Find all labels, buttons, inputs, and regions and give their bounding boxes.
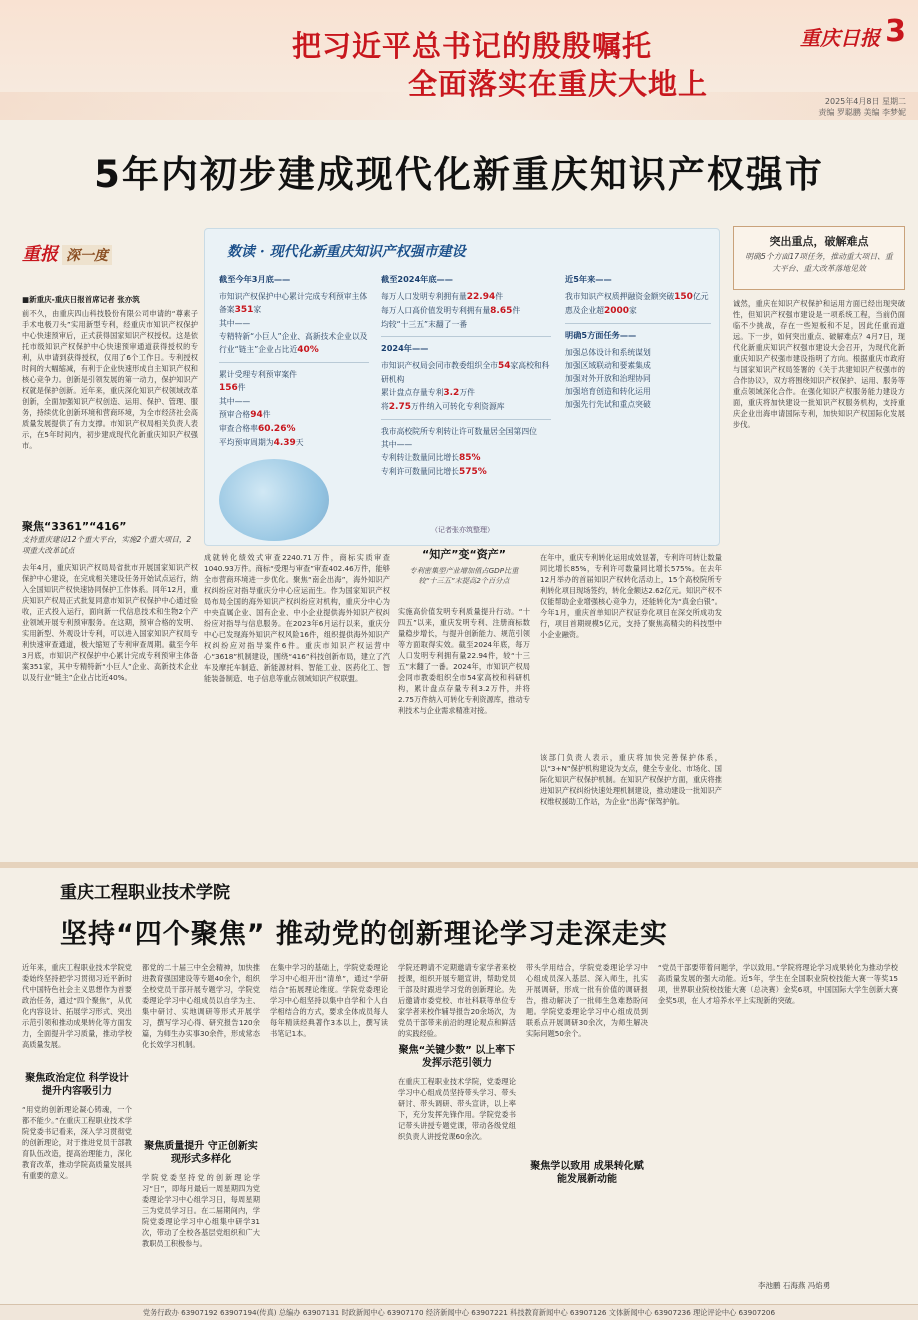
stat-label: 市知识产权保护中心累计完成专利预审主体备案 bbox=[219, 292, 368, 314]
stat-value: 150 bbox=[674, 292, 693, 302]
stat-value: 40% bbox=[297, 345, 319, 355]
header-slogan-line2: 全面落实在重庆大地上 bbox=[408, 67, 709, 101]
article1-byline: ■新重庆-重庆日报首席记者 张亦筑 bbox=[22, 295, 140, 304]
stat-label: 累计盘点存量专利 bbox=[381, 388, 444, 397]
stat-label: 每万人口高价值发明专利拥有量 bbox=[381, 306, 491, 315]
stat-value: 3.2 bbox=[443, 388, 460, 398]
stat-value: 575% bbox=[458, 467, 487, 477]
stat-line bbox=[219, 408, 369, 422]
stat-value: 8.65 bbox=[490, 306, 513, 316]
stat-line bbox=[381, 451, 551, 465]
infographic-col3 bbox=[565, 273, 711, 411]
article2-col2b: 学院党委坚持党的创新理论学习“日”，即每月最后一周星期四为党委理论学习中心组学习日，每周星期三为党员学习日。在二届期间内，学院党委理论学习中心组集中研学31次，带动了全校各基层党组织和广大教职员工积极参与。 bbox=[142, 1173, 260, 1248]
infographic-col2 bbox=[381, 273, 551, 479]
stat-value: 351 bbox=[234, 305, 254, 315]
article2-col6: 带头学用结合，学院党委理论学习中心组成员深入基层、深入师生，扎实开展调研，形成一批有价值的调研报告，推动解决了一批师生急难愁盼问题。学院党委理论学习中心组成员到联系点开展调研30余次，为师生解决实际问题50余个。 bbox=[526, 963, 648, 1038]
stat-value: 2000 bbox=[603, 306, 630, 316]
stat-label: 将 bbox=[381, 402, 389, 411]
stat-value: 4.39 bbox=[273, 438, 296, 448]
stat-line bbox=[219, 330, 369, 357]
stat-line bbox=[565, 304, 711, 318]
column-label-text: 重报 bbox=[22, 244, 58, 265]
article2-subhead2: 聚焦质量提升 守正创新实现形式多样化 bbox=[144, 1141, 258, 1165]
divider bbox=[565, 323, 711, 324]
article1-subhead1: 聚焦“3361”“416” bbox=[22, 520, 127, 533]
stat-label: 我市知识产权质押融资金额突破 bbox=[565, 292, 675, 301]
stat-label: 预审合格 bbox=[219, 410, 251, 419]
stat-value: 2.75 bbox=[388, 402, 412, 412]
stat-line: 均较“十三五”末翻了一番 bbox=[381, 320, 468, 329]
header-slogan-line1: 把习近平总书记的殷殷嘱托 bbox=[292, 29, 653, 63]
column-label bbox=[22, 240, 112, 266]
task-item: 加强区域联动和要素集成 bbox=[565, 361, 651, 370]
stat-sub: 其中—— bbox=[381, 440, 413, 449]
stat-label: 累计受理专利预审案件 bbox=[219, 370, 297, 379]
article2-col2: 都党的二十届三中全会精神，加快推进教育强国建设等专题40余个，组织全校党员干部开展专题学习，学院党委理论学习中心组成员以自学为主、集中研讨、实地调研等形式开展学习，撰写学习心得、研究报告120余篇，为师生办实事30余件，形成常态化长效学习机制。 bbox=[142, 963, 260, 1049]
stat-value: 85% bbox=[458, 453, 481, 463]
dateline bbox=[818, 96, 906, 118]
page-header bbox=[0, 0, 918, 120]
article1-col5: 该部门负责人表示，重庆将加快完善保护体系，以“3+N”保护机构建设为支点，健全专业化、市场化、国际化知识产权保护机制。在知识产权保护方面，重庆将推进知识产权纠纷快速处理机制建设，推动建设一批知识产权维权援助工作站，为企业“出海”保驾护航。 bbox=[540, 753, 722, 806]
editors-line: 责编 罗聪鹏 美编 李梦妮 bbox=[818, 108, 906, 117]
stat-unit: 件 bbox=[512, 306, 521, 315]
stat-label: 家高校和科研机构 bbox=[381, 361, 550, 384]
stat-sub: 其中—— bbox=[219, 397, 251, 406]
stat-label: 专利转让数量同比增长 bbox=[381, 453, 459, 462]
stat-label: 每万人口发明专利拥有量 bbox=[381, 292, 467, 301]
stat-sub: 其中—— bbox=[219, 319, 251, 328]
stat-unit: 件 bbox=[237, 383, 246, 392]
article2-subhead1: 聚焦政治定位 科学设计提升内容吸引力 bbox=[25, 1073, 129, 1097]
stat-label: 专利许可数量同比增长 bbox=[381, 467, 459, 476]
mid-subhead-title: “知产”变“资产” bbox=[422, 548, 506, 561]
stat-label: 平均预审周期为 bbox=[219, 438, 274, 447]
stat-line bbox=[381, 290, 551, 304]
task-item: 加强先行先试和重点突破 bbox=[565, 400, 651, 409]
stat-value: 54 bbox=[497, 361, 511, 371]
data-infographic bbox=[204, 228, 720, 546]
article2-authors: 李池鹏 石海燕 冯焰勇 bbox=[758, 1281, 831, 1290]
stat-line bbox=[219, 422, 369, 436]
mid-subhead-sub: 专利密集型产业增加值占GDP比重较“十三五”末提高2个百分点 bbox=[409, 566, 519, 585]
stat-line: 我市高校院所专利转让许可数量居全国第四位 bbox=[381, 427, 537, 436]
article1-col6: 诚然，重庆在知识产权保护和运用方面已经出现突破性，但知识产权强市建设是一项系统工程，当前仍面临不少挑战，存在一些短板和不足，因此任重而道远。下一步，如何突出重点、破解难点？4月7日，现代化新重庆知识产权强市建设大会召开，为现代化新重庆知识产权强市建设指明了方向。根据重庆市政府与国家知识产权局签署的《关于共建知识产权强市的合作协议》，双方将围绕知识产权保护、运用、服务等重点领域深化合作。在强化知识产权服务能力建设方面，重庆将加快建设一批知识产权服务机构，支持重庆企业出海申请国际专利，加快知识产权国际化发展步伐。 bbox=[733, 299, 905, 429]
article1-col1b: 去年4月，重庆知识产权局局省批市开展国家知识产权保护中心建设，在完成相关建设任务开始试点运行，纳入全国知识产权快速协同保护工作体系。同年12月，重庆知识产权局正式批复同意市知识产权保护中心通过验收，正式投入运行，面向新一代信息技术和生物2个产业领域开展专利预审服务。在这期，预审合格的发明、实用新型、外观设计专利，可以进入国家知识产权局专利快速审查通道，极大缩短了专利审查周期。截至今年3月底，市知识产权保护中心累计完成专利预审主体备案351家，其中专精特新“小巨人”企业、高新技术企业以及行业“链主”企业占比近40%。 bbox=[22, 563, 198, 682]
infographic-footnote: （记者张亦筑整理） bbox=[431, 526, 494, 534]
divider bbox=[381, 419, 551, 420]
stat-unit: 亿元 bbox=[692, 292, 709, 301]
stat-label: 审查合格率 bbox=[219, 424, 258, 433]
infographic-title: 数读 · 现代化新重庆知识产权强市建设 bbox=[227, 244, 466, 260]
sidebar-subhead-box bbox=[733, 226, 905, 290]
section-divider bbox=[0, 862, 918, 868]
task-item: 加强培育创造和转化运用 bbox=[565, 387, 651, 396]
stat-unit: 天 bbox=[295, 438, 304, 447]
infographic-col2-year: 2024年—— bbox=[381, 343, 429, 353]
stat-line bbox=[381, 304, 551, 318]
article2-col1b: “用党的创新理论凝心铸魂，一个都不能少。”在重庆工程职业技术学院党委书记看来，深入学习贯彻党的创新理论，对于推进党员干部教育队伍改造，提高治理能力，深化教育改革，推动学院高质量发展具有重要的意义。 bbox=[22, 1105, 132, 1180]
sidebar-subhead-title: 突出重点，破解难点 bbox=[769, 235, 869, 248]
stat-unit: 件 bbox=[495, 292, 504, 301]
stat-value: 156 bbox=[219, 383, 238, 393]
task-item: 加强总体设计和系统谋划 bbox=[565, 348, 651, 357]
infographic-col1-heading: 截至今年3月底—— bbox=[219, 274, 291, 284]
mid-subhead-box bbox=[402, 546, 526, 602]
article2-kicker: 重庆工程职业技术学院 bbox=[60, 883, 230, 903]
column-tag: 深一度 bbox=[62, 245, 112, 265]
article1-col4: 在年中，重庆专利转化运用成效显著，专利许可转让数量同比增长85%，专利许可数量同比增长575%。在去年12月举办的首届知识产权转化活动上，15个高校院所专利转化项目现场签约，转化金额达2.62亿元。知识产权不仅能帮助企业增强核心竞争力，还能转化为“真金白银”。今年1月，重庆首单知识产权证券化项目在深交所成功发行，项目首期规模5亿元，支持了聚焦高精尖的科技型中小企业融资。 bbox=[540, 553, 722, 639]
masthead-logo: 重庆日报 bbox=[800, 26, 880, 50]
stat-unit: 件 bbox=[262, 410, 271, 419]
stat-label: 惠及企业超 bbox=[565, 306, 604, 315]
stat-line bbox=[219, 368, 369, 395]
article2-subhead3: 聚焦“关键少数” 以上率下发挥示范引领力 bbox=[398, 1045, 516, 1069]
stat-line bbox=[219, 290, 369, 317]
divider bbox=[381, 336, 551, 337]
article2-col1: 近年来，重庆工程职业技术学院党委始终坚持把学习贯彻习近平新时代中国特色社会主义思想作为首要政治任务，通过“四个聚焦”，从优化内容设计、拓展学习形式、突出示范引领和推动成果转化等方面发力，全面提升学习质量，推动学校高质量发展。 bbox=[22, 963, 132, 1049]
stat-value: 94 bbox=[250, 410, 263, 420]
stat-line bbox=[565, 290, 711, 304]
stat-label: 市知识产权局会同市教委组织全市 bbox=[381, 361, 498, 370]
page-number: 3 bbox=[885, 14, 906, 49]
infographic-col1 bbox=[219, 273, 369, 450]
stat-value: 60.26% bbox=[257, 424, 296, 434]
article1-col1: 前不久，由重庆四山科技股份有限公司申请的“尊素子手术电极刀头”实用新型专利，经重庆市知识产权保护中心快速预审后，正式获得国家知识产权授权。这是依托市级知识产权保护中心快速预审通道获得授权的专利，从申请到获得授权，仅用了6个工作日。专利授权时间的大幅缩减，有利于企业快速形成自主知识产权和核心竞争力。创新是引领发展的第一动力，保护知识产权就是保护创新。近年来，重庆深化知识产权领域改革创新，全面加强知识产权创造、运用、保护、管理、服务，持续优化创新环境和营商环境，为全市经济社会高质量发展提供了有力支撑。市知识产权局相关负责人表示，在5年时间内，初步建成现代化新重庆知识产权强市。 bbox=[22, 309, 198, 450]
infographic-col2-heading: 截至2024年底—— bbox=[381, 274, 453, 284]
task-item: 加强对外开放和治理协同 bbox=[565, 374, 651, 383]
publish-date: 2025年4月8日 星期二 bbox=[824, 97, 906, 106]
divider bbox=[219, 362, 369, 363]
article2-subhead4: 聚焦学以致用 成果转化赋能发展新动能 bbox=[530, 1161, 644, 1185]
stat-unit: 家 bbox=[629, 306, 637, 315]
article1-col3: 实施高价值发明专利质量提升行动。“十四五”以来，重庆发明专利、注册商标数量稳步增长，与提升创新能力、规范引领等方面取得实效。截至2024年底，每万人口发明专利拥有量22.94件，较“十三五”末翻了一番。2024年，市知识产权局会同市教委组织全市54家高校和科研机构，累计盘点存量专利3.2万件，并将2.75万件纳入可转化专利资源库，推动专利技术与企业需求精准对接。 bbox=[398, 607, 530, 715]
stat-line bbox=[219, 436, 369, 450]
article2-col3: 在集中学习的基础上，学院党委理论学习中心组开出“清单”，通过“学研结合”拓展理论维度。学院党委理论学习中心组坚持以集中自学和个人自学相结合的方式，要求全体成员每人每年精读经典著作3本以上，撰写读书笔记1本。 bbox=[270, 963, 388, 1038]
article2-headline: 坚持“四个聚焦” 推动党的创新理论学习走深走实 bbox=[60, 919, 668, 950]
article2-col4: 学院还聘请不定期邀请专家学者来校授课，组织开展专题宣讲，帮助党员干部及时跟进学习党的创新理论。先后邀请市委党校、市社科联等单位专家学者来校作辅导报告20余场次，为党员干部带来前沿的理论观点和鲜活的实践经验。 bbox=[398, 963, 516, 1038]
globe-icon bbox=[219, 459, 329, 541]
page-footer: 党务行政办 63907192 63907194(传真) 总编办 63907131 时政新闻中心 63907170 经济新闻中心 63907221 科技教育新闻中心 63907126 文体新闻中心 63907236 理论评论中心 63907206 bbox=[0, 1304, 918, 1320]
infographic-col3-heading: 近5年来—— bbox=[565, 274, 612, 284]
article1-headline: 5年内初步建成现代化新重庆知识产权强市 bbox=[94, 153, 824, 196]
stat-value: 22.94 bbox=[466, 292, 496, 302]
stat-line bbox=[381, 400, 551, 414]
stat-line bbox=[381, 359, 551, 386]
article1-subhead1-note: 支持重庆建设12个重大平台，实施2个重大项目，2项重大改革试点 bbox=[22, 535, 192, 555]
infographic-col3-heading2: 明确5方面任务—— bbox=[565, 330, 637, 340]
article2-col5: 在重庆工程职业技术学院，党委理论学习中心组成员坚持带头学习、带头研讨、带头调研、带头宣讲，以上率下，充分发挥先锋作用。学院党委书记带头讲授专题党课，带动各级党组织负责人讲授党课60余次。 bbox=[398, 1077, 516, 1141]
stat-label: 专精特新“小巨人”企业、高新技术企业以及行业“链主”企业占比近 bbox=[219, 332, 368, 354]
sidebar-subhead-sub: 明确5个方面17项任务，推动重大项目、重大平台、重大改革落地见效 bbox=[745, 252, 893, 273]
stat-unit: 万件 bbox=[459, 388, 475, 397]
stat-label: 万件纳入可转化专利资源库 bbox=[411, 402, 505, 411]
article1-col2: 成就转化绩效式审查2240.71万件，商标实质审查1040.93万件。商标“受理与审查”审查402.46万件，能够全市营商环境进一步优化。聚焦“南企出海”，海外知识产权纠纷应对指导重庆分中心应运而生。作为国家知识产权局布局全国的海外知识产权纠纷应对机构，重庆分中心为中央直属企业、国有企业、中小企业提供海外知识产权纠纷应对指导与信息服务。在2023年6月运行以来，重庆分中心已发现海外知识产权风险16件，组织提供海外知识产权纠纷应对指导案件6件。重庆市知识产权运营中心“3618”机制建设，围绕“416”科技创新布局，建立了汽车及摩托车制造、新能源材料、智能工业、医药化工、智能装备制造、电子信息等重点领域知识产权联盟。 bbox=[204, 553, 390, 683]
stat-line bbox=[381, 386, 551, 400]
article2-col7: “党员干部要带着问题学，学以致用。”学院将理论学习成果转化为推动学校高质量发展的强大动能。近5年，学生在全国职业院校技能大赛一等奖15项，世界职业院校技能大赛（总决赛）金奖6项，中国国际大学生创新大赛金奖5项，在人才培养水平上实现新的突破。 bbox=[658, 963, 898, 1005]
stat-line bbox=[381, 465, 551, 479]
stat-unit: 家 bbox=[253, 305, 262, 314]
